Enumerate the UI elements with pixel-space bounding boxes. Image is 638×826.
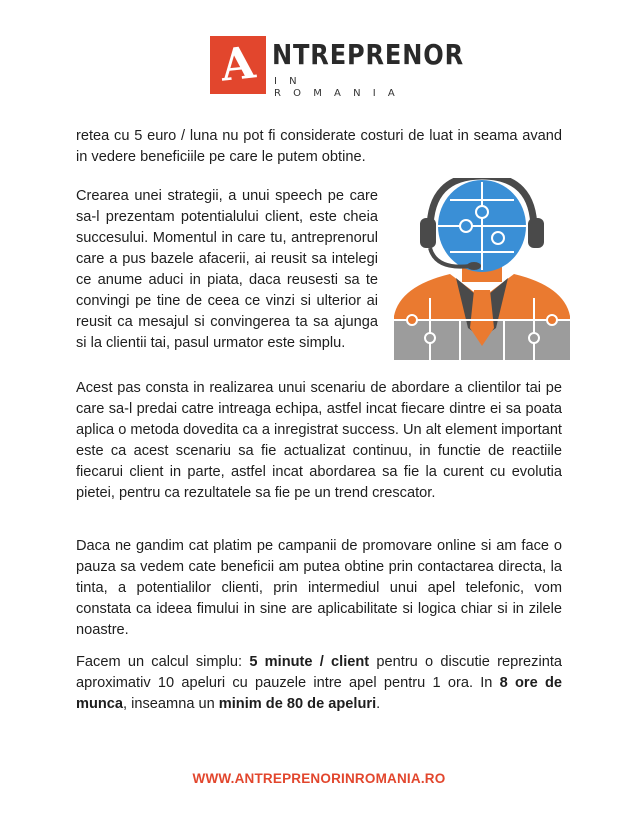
footer-website-link[interactable]: WWW.ANTREPRENORINROMANIA.RO [192,771,446,786]
logo-letter: A [218,37,258,92]
p5-text-4: . [376,696,381,712]
logo-subtitle: IN ROMANIA [274,76,407,99]
p5-text-3: , inseamna un [123,696,219,712]
logo-word: NTREPRENOR [272,38,464,71]
site-logo [210,36,464,99]
p5-bold-3: minim de 80 de apeluri [218,696,377,712]
paragraph-5 [76,652,562,715]
p5-text-2: pentru o discutie reprezinta aproximativ 10 apeluri cu pauzele intre apel pentru 1 ora. In [76,654,562,691]
paragraph-2: Crearea unei strategii, a unui speech pe care sa-l prezentam potentialului client, este cheia succesului. Momentul in care tu, antreprenorul care a pus bazele afacerii, ai reusit sa intelegi ce anume aduci in piata, daca reusesti sa te convingi pe tine de ceea ce vinzi si ulterior ai reusit ca mesajul si convingerea ta sa ajunga si la clientii tai, pasul urmator este simplu. [76,188,378,351]
logo-letter-box [210,36,266,94]
puzzle-headset-person-icon [390,178,574,360]
paragraph-1: retea cu 5 euro / luna nu pot fi considerate costuri de luat in seama avand in vedere beneficiile pe care le putem obtine. [76,128,562,165]
p5-text-1: Facem un calcul simplu: [76,654,250,670]
p5-bold-2: 8 ore de munca [76,675,562,712]
paragraph-4: Daca ne gandim cat platim pe campanii de promovare online si am face o pauza sa vedem cate beneficii am putea obtine prin contactarea directa, la tinta, a potentialilor clienti, prin intermediul unui apel telefonic, vom constata ca ideea fimului in sine are aplicabilitate si logica chiar si in zilele noastre. [76,538,562,638]
p5-bold-1: 5 minute / client [249,654,370,670]
paragraph-3: Acest pas consta in realizarea unui scenariu de abordare a clientilor tai pe care sa-l predai catre intreaga echipa, astfel incat fiecare dintre ei sa poata aplica o metoda dovedita ca a inregistrat success. Un alt element important este ca acest scenariu sa fie actualizat continuu, in functie de reactiile fiecarui client in parte, astfel incat abordarea sa fie la curent cu evolutia pietei, pentru ca rezultatele sa fie pe un trend crescator. [76,380,562,501]
